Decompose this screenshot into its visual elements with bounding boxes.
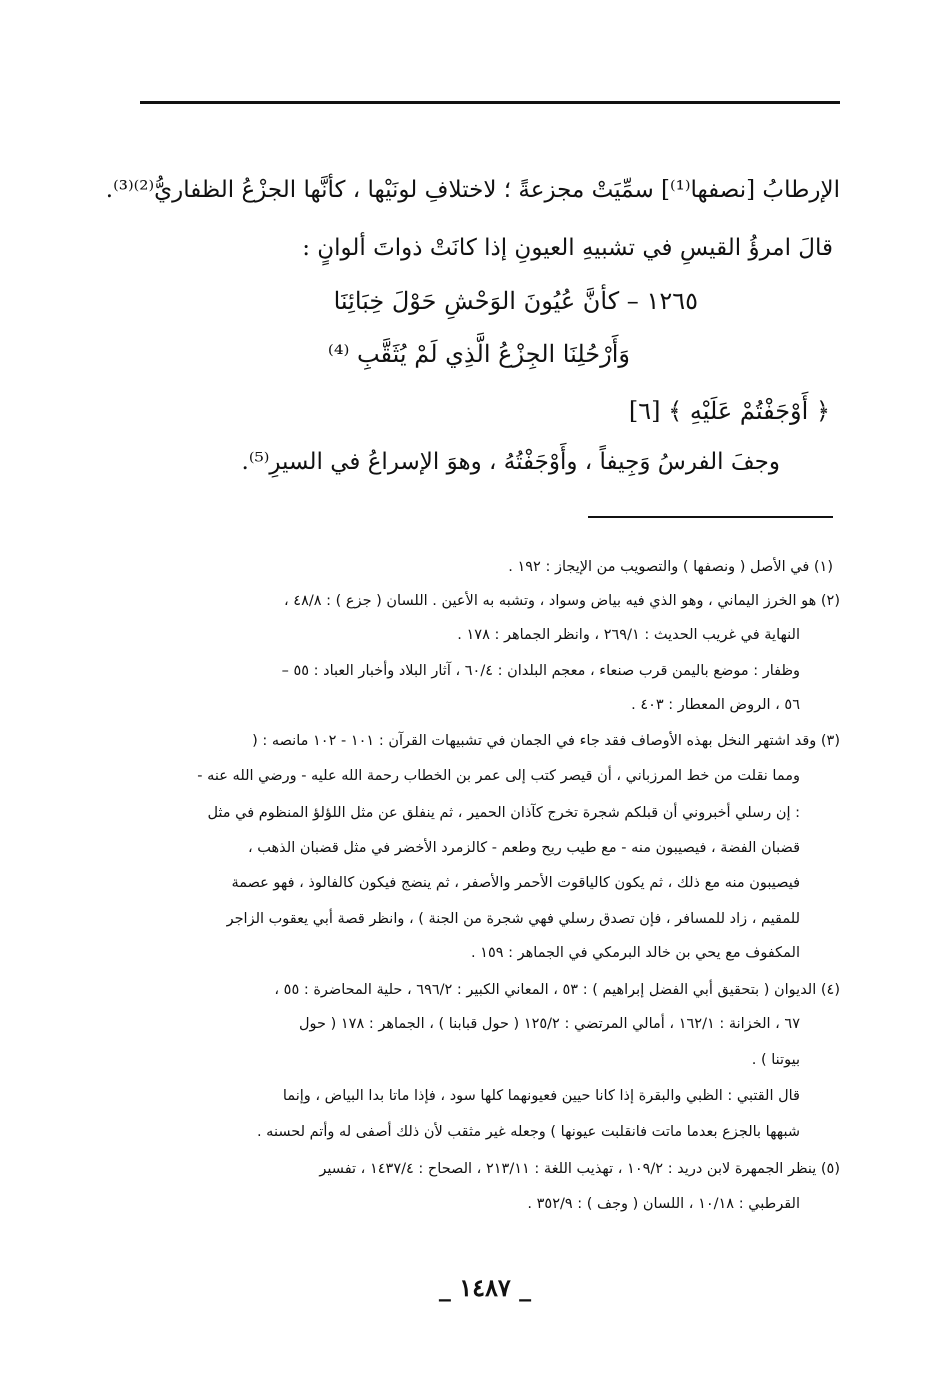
footnote-2-line-1: (٢) هو الخرز اليماني ، وهو الذي فيه بياض وسواد ، وتشبه به الأعين . اللسان ( جزع ) : ٤٨/٨ ،	[284, 593, 840, 609]
footnote-3-line-4: قضبان الفضة ، فيصيبون منه - مع طيب ريح وطعم - كالزمرد الأخضر في مثل قضبان الذهب ،	[248, 840, 800, 856]
footnote-4-line-2: ٦٧ ، الخزانة : ١٦٢/١ ، أمالي المرتضي : ١٢٥/٢ ( حول قبابنا ) ، الجماهر : ١٧٨ ( حول	[299, 1016, 800, 1032]
verse-line-1: ١٢٦٥ – كأنَّ عُيُونَ الوَحْشِ حَوْلَ خِبَائِنَا	[333, 287, 698, 315]
footnote-2-line-3: وظفار : موضع باليمن قرب صنعاء ، معجم البلدان : ٦٠/٤ ، آثار البلاد وأخبار العباد : ٥٥ –	[281, 663, 800, 679]
footnote-2-line-2: النهاية في غريب الحديث : ٢٦٩/١ ، وانظر الجماهر : ١٧٨ .	[457, 627, 800, 643]
footnote-3-line-6: للمقيم ، زاد للمسافر ، فإن تصدق رسلي فهي شجرة من الجنة ) ، وانظر قصة أبي يعقوب الزاجر	[226, 911, 800, 927]
top-rule	[140, 101, 840, 104]
verse-line-2: وَأَرْحُلِنَا الجِزْعُ الَّذِي لَمْ يُثَقَّبِ ⁽⁴⁾	[327, 340, 630, 368]
footnote-3-line-7: المكفوف مع يحي بن خالد البرمكي في الجماهر : ١٥٩ .	[470, 945, 800, 961]
footnote-4-line-1: (٤) الديوان ( بتحقيق أبي الفضل إبراهيم ) : ٥٣ ، المعاني الكبير : ٦٩٦/٢ ، حلية المحاضرة : ٥٥ ،	[274, 982, 840, 998]
footnote-5-line-1: (٥) ينظر الجمهرة لابن دريد : ١٠٩/٢ ، تهذيب اللغة : ٢١٣/١١ ، الصحاح : ١٤٣٧/٤ ، تفسير	[319, 1161, 840, 1177]
footnote-3-line-1: (٣) وقد اشتهر النخل بهذه الأوصاف فقد جاء في الجمان في تشبيهات القرآن : ١٠١ - ١٠٢ مانصه : (	[252, 733, 840, 749]
footnote-4-line-5: شبهها بالجزع بعدما ماتت فانقلبت عيونها ) وجعله غير مثقب لأن ذلك أصفى له وأتم لحسنه .	[256, 1124, 800, 1140]
footnote-4-line-3: بيوتنا ) .	[751, 1052, 800, 1068]
footnote-3-line-5: فيصيبون منه مع ذلك ، ثم يكون كالياقوت الأحمر والأصفر ، ثم ينضج فيكون كالفالوذ ، فهو عصمة	[231, 875, 800, 891]
quran-heading: ﴿ أَوْجَفْتُمْ عَلَيْهِ ﴾ [٦]	[628, 397, 830, 425]
page-number: _ ١٤٨٧ _	[438, 1273, 532, 1302]
main-text-line-2: قالَ امرؤُ القيسِ في تشبيهِ العيونِ إذا كانَتْ ذواتَ ألوانٍ :	[302, 235, 833, 261]
main-text-line-6: وجفَ الفرسُ وَجِيفاً ، وأَوْجَفْتُهُ ، وهوَ الإسراعُ في السيرِ⁽⁵⁾.	[241, 449, 780, 475]
footnote-2-line-4: ٥٦ ، الروض المعطار : ٤٠٣ .	[631, 697, 800, 713]
main-text-line-1: الإرطابُ [نصفها⁽¹⁾] سمِّيَتْ مجزعةً ؛ لاختلافِ لونَيْها ، كأنَّها الجزْعُ الظفاريُّ⁽²⁾⁽³⁾.	[105, 177, 840, 203]
footnote-4-line-4: قال القتبي : الظبي والبقرة إذا كانا حيين فعيونهما كلها سود ، فإذا ماتا بدا البياض ، وإنما	[282, 1088, 800, 1104]
footnote-3-line-3: : إن رسلي أخبروني أن قبلكم شجرة تخرج كآذان الحمير ، ثم ينفلق عن مثل اللؤلؤ المنظوم في مثل	[207, 805, 800, 821]
footnote-1: (١) في الأصل ( ونصفها ) والتصويب من الإيجاز : ١٩٢ .	[508, 559, 833, 575]
footnote-3-line-2: ومما نقلت من خط المرزباني ، أن قيصر كتب إلى عمر بن الخطاب رحمة الله عليه - ورضي الله عنه -	[197, 768, 800, 784]
footnote-separator	[588, 516, 833, 518]
footnote-5-line-2: القرطبي : ١٠/١٨ ، اللسان ( وجف ) : ٣٥٢/٩ .	[527, 1196, 800, 1212]
